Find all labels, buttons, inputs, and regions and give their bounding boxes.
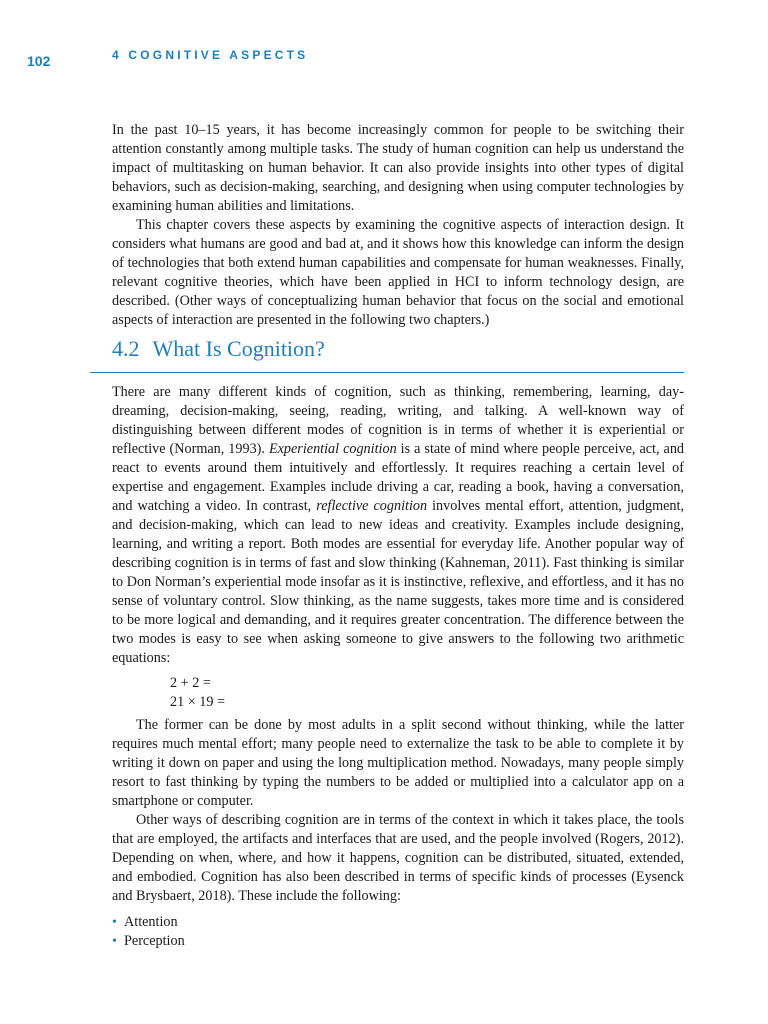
section-paragraph-3: Other ways of describing cognition are in terms of the context in which it takes place, the tools that are employed, the artifacts and interfaces that are used, and the people involved (Rogers, 2012). Depending on when, where, and how it happens, cognition can be distributed, situated, extended, and embodied. Cognition has also been described in terms of specific kinds of processes (Eysenck and Brysbaert, 2018). These include the following: — [112, 812, 684, 904]
bullet-icon: • — [112, 915, 117, 930]
list-item — [112, 932, 684, 951]
section-paragraph-1 — [112, 383, 684, 668]
section-heading — [112, 336, 325, 362]
intro-text — [112, 121, 684, 330]
intro-paragraph-1: In the past 10–15 years, it has become increasingly common for people to be switching their attention constantly among multiple tasks. The study of human cognition can help us understand the impact of multitasking on human behavior. It can also provide insights into other types of digital behaviors, such as decision-making, searching, and designing when using computer technologies by examining human abilities and limitations. — [112, 122, 684, 214]
term-experiential-cognition: Experiential cognition — [268, 441, 397, 457]
term-reflective-cognition: reflective cognition — [316, 498, 428, 514]
section-body — [112, 383, 684, 951]
section-title: What Is Cognition? — [152, 336, 325, 361]
equation-2: 21 × 19 = — [170, 694, 226, 710]
text-run: There are many different kinds of cognition, such as thinking, remembering, learning, day-dreaming, decision-making, seeing, reading, writing, and talking. A well-known way of distinguishing between different modes of cognition is in terms of whether it is experiential or reflective (Norman, 1993). — [112, 384, 684, 457]
list-item-label: Attention — [124, 914, 178, 930]
section-number: 4.2 — [112, 336, 140, 361]
list-item — [112, 913, 684, 932]
section-paragraph-2: The former can be done by most adults in a split second without thinking, while the latter requires much mental effort; many people need to externalize the task to be able to complete it by writing it down on paper and using the long multiplication method. Nowadays, many people simply resort to fast thinking by typing the numbers to be added or multiplied into a calculator app on a smartphone or computer. — [112, 717, 684, 809]
text-run: involves mental effort, attention, judgment, and decision-making, which can lead to new ideas and creativity. Examples include designing, learning, and writing a report. Both modes are essential for everyday life. Another popular way of describing cognition is in terms of fast and slow thinking (Kahneman, 2011). Fast thinking is similar to Don Norman’s experiential mode insofar as it is instinctive, reflexive, and effortless, and it has no sense of voluntary control. Slow thinking, as the name suggests, takes more time and is considered to be more logical and demanding, and it requires greater concentration. The difference between the two modes is easy to see when asking someone to give answers to the following two arithmetic equations: — [112, 498, 684, 666]
process-list — [112, 913, 684, 951]
equation-1: 2 + 2 = — [170, 675, 211, 691]
text-run: is a state of mind where people perceive, act, and react to events around them intuitively and effortlessly. It requires reaching a certain level of expertise and engagement. Examples include driving a car, reading a book, having a conversation, and watching a video. In contrast, — [112, 441, 685, 514]
heading-rule — [90, 372, 684, 373]
list-item-label: Perception — [124, 933, 185, 949]
running-head: 4 COGNITIVE ASPECTS — [112, 48, 309, 62]
page-number: 102 — [27, 53, 51, 69]
intro-paragraph-2: This chapter covers these aspects by examining the cognitive aspects of interaction design. It considers what humans are good and bad at, and it shows how this knowledge can inform the design of technologies that both extend human capabilities and compensate for human weaknesses. Finally, relevant cognitive theories, which have been applied in HCI to inform technology design, are described. (Other ways of conceptualizing human behavior that focus on the social and emotional aspects of interaction are presented in the following two chapters.) — [112, 217, 684, 328]
bullet-icon: • — [112, 934, 117, 949]
equations — [112, 674, 684, 712]
